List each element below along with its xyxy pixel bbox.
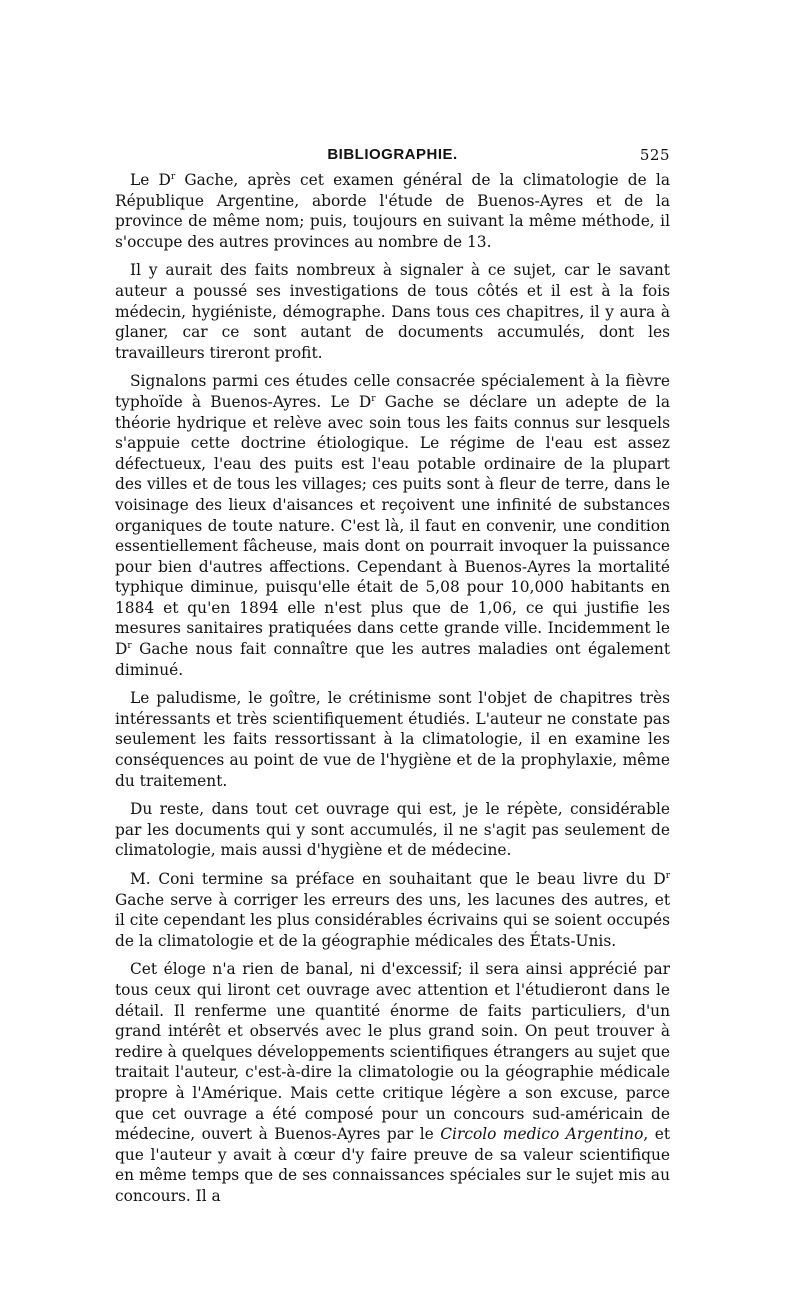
superscript: r bbox=[170, 171, 176, 182]
paragraph bbox=[115, 799, 670, 861]
book-page bbox=[115, 146, 670, 1207]
paragraph bbox=[115, 869, 670, 951]
text-run: , et que l'auteur y avait à cœur d'y faire preuve de sa valeur scientifique en même temps que de ses connaissances spéciales sur le sujet mis au concours. Il a bbox=[115, 1125, 671, 1205]
body-text bbox=[115, 170, 670, 1207]
text-run: Le D bbox=[130, 171, 171, 189]
text-run: Gache, après cet examen général de la climatologie de la République Argentine, aborde l'étude de Buenos-Ayres et de la province de même nom; puis, toujours en suivant la même méthode, il s'occupe des autres provinces au nombre de 13. bbox=[115, 171, 670, 251]
italic-title: Circolo medico Argentino bbox=[440, 1125, 644, 1144]
paragraph bbox=[115, 688, 670, 791]
text-run: Le paludisme, le goître, le crétinisme sont l'objet de chapitres très intéressants et très scientifiquement étudiés. L'auteur ne constate pas seulement les faits ressortissant à la climatologie, il en examine les conséquences au point de vue de l'hygiène et de la prophylaxie, même du traitement. bbox=[115, 689, 670, 790]
text-run: Gache se déclare un adepte de la théorie hydrique et relève avec soin tous les faits connus sur lesquels s'appuie cette doctrine étiologique. Le régime de l'eau est assez défectueux, l'eau des puits est l'eau potable ordinaire de la plupart des villes et de tous les villages; ces puits sont à fleur de terre, dans le voisinage des lieux d'aisances et reçoivent une infinité de substances organiques de toute nature. C'est là, il faut en convenir, une condition essentiellement fâcheuse, mais dont on pourrait invoquer la puissance pour bien d'autres affections. Cependant à Buenos-Ayres la mortalité typhique diminue, puisqu'elle était de 5,08 pour 10,000 habitants en 1884 et qu'en 1894 elle n'est plus que de 1,06, ce qui justifie les mesures sanitaires pratiquées dans cette grande ville. Incidemment le D bbox=[115, 392, 670, 659]
paragraph bbox=[115, 959, 670, 1206]
running-header bbox=[115, 146, 670, 170]
text-run: Il y aurait des faits nombreux à signaler à ce sujet, car le savant auteur a poussé ses investigations de tous côtés et il est à la fois médecin, hygiéniste, démographe. Dans tous ces chapitres, il y aura à glaner, car ce sont autant de documents accumulés, dont les travailleurs tireront profit. bbox=[115, 261, 670, 362]
page-title: BIBLIOGRAPHIE. bbox=[327, 146, 458, 163]
page-number: 525 bbox=[639, 146, 670, 164]
superscript: r bbox=[127, 640, 132, 651]
paragraph bbox=[115, 371, 670, 680]
text-run: Gache serve à corriger les erreurs des uns, les lacunes des autres, et il cite cependant les plus considérables écrivains qui se soient occupés de la climatologie et de la géographie médicales des États-Unis. bbox=[115, 890, 670, 950]
paragraph bbox=[115, 260, 670, 363]
paragraph bbox=[115, 170, 670, 252]
superscript: r bbox=[371, 393, 376, 404]
text-run: Signalons parmi ces études celle consacrée spécialement à la fièvre typhoïde à Buenos-Ayres. Le D bbox=[115, 372, 670, 411]
text-run: Du reste, dans tout cet ouvrage qui est, je le répète, considérable par les documents qui y sont accumulés, il ne s'agit pas seulement de climatologie, mais aussi d'hygiène et de médecine. bbox=[115, 800, 670, 860]
superscript: r bbox=[665, 870, 670, 881]
text-run: Cet éloge n'a rien de banal, ni d'excessif; il sera ainsi apprécié par tous ceux qui liront cet ouvrage avec attention et l'étudieront dans le détail. Il renferme une quantité énorme de faits particuliers, d'un grand intérêt et observés avec le plus grand soin. On peut trouver à redire à quelques développements scientifiques étrangers au sujet que traitait l'auteur, c'est-à-dire la climatologie ou la géographie médicale propre à l'Amérique. Mais cette critique légère a son excuse, parce que cet ouvrage a été composé pour un concours sud-américain de médecine, ouvert à Buenos-Ayres par le bbox=[115, 960, 670, 1144]
text-run: Gache nous fait connaître que les autres maladies ont également diminué. bbox=[115, 640, 670, 679]
text-run: M. Coni termine sa préface en souhaitant que le beau livre du D bbox=[130, 870, 666, 888]
